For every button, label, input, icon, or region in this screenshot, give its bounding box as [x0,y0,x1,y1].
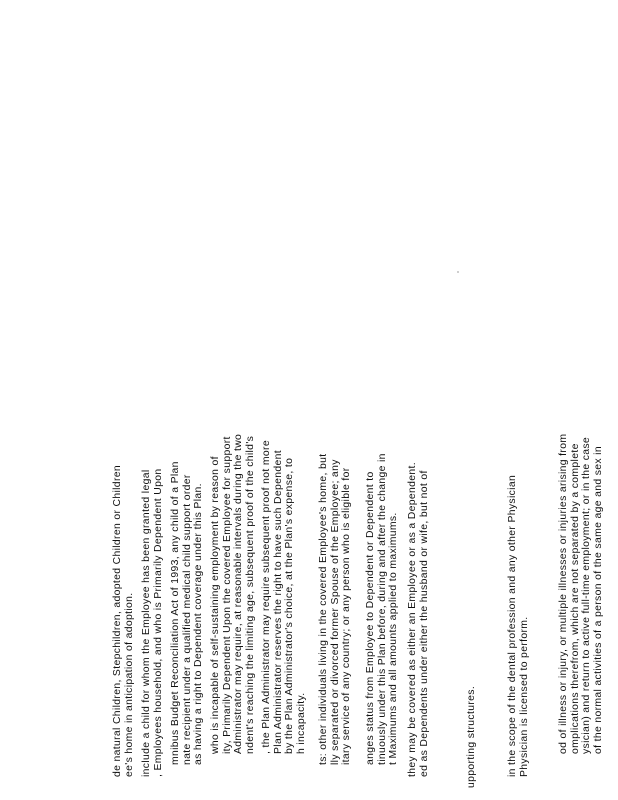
text-line: in the scope of the dental profession and any other Physician [507,474,518,777]
paragraph-period-of-illness [558,254,604,754]
paragraph-subsequent-proof [261,254,307,754]
text-line: h incapacity. [295,692,307,754]
text-line: they may be covered as either an Employee or as a Dependent. [407,461,418,777]
text-line: omplications therefrom, which are not separated by a complete [569,442,581,754]
text-line: ee's home in anticipation of adoption. [123,592,135,777]
text-line: Plan Administrator reserves the right to have such Dependent [272,449,284,754]
text-line: od of illness or injury, or multiple illnesses or injuries arising from [558,433,569,754]
text-line: Administrator may require, at reasonable intervals during the two [233,433,245,754]
text-line: ts: other individuals living in the covered Employee's home, but [318,453,329,766]
text-line: anges status from Employee to Dependent or Dependent to [365,471,376,766]
text-line: of the normal activities of a person of the same age and sex in [592,445,604,754]
paragraph-excluded-dependents [318,265,353,765]
text-line: as having a right to Dependent coverage under this Plan. [193,483,205,766]
text-line: mnibus Budget Reconciliation Act of 1993, any child of a Plan [170,461,181,766]
text-line: lly separated or divorced former Spouse of the Employee; any [329,459,341,766]
paragraph-omnibus-budget-act [170,265,205,765]
text-line: by the Plan Administrator's choice, at the Plan's expense, to [284,457,296,754]
scan-speck [457,271,459,273]
text-line: ndent's reaching the limiting age, subsequent proof of the child's [244,435,256,754]
paragraph-natural-children [112,277,135,777]
text-line: ysician) and return to active full-time employment; or in the case [581,436,593,754]
paragraph-status-change [365,265,400,765]
text-line: t Maximums and all amounts applied to maximums. [388,512,400,766]
text-line: , the Plan Administrator may require subsequent proof not more [261,439,272,754]
text-line: Physician is licensed to perform. [518,616,530,777]
paragraph-legal-guardianship [141,277,164,777]
text-line: , Employees household, and who is Primarily Dependent Upon [152,468,164,777]
text-line: include a child for whom the Employee has been granted legal [141,469,152,777]
text-line: ity, Primarily Dependent Upon the covered Employee for support [221,435,233,754]
text-line: ed as Dependents under either the husband or wife, but not of [418,470,430,777]
text-line: itary service of any country; or any person who is eligible for [341,467,353,766]
text-line: who is incapable of self-sustaining employment by reason of [210,455,221,754]
text-line: nate recipient under a qualified medical child support order [181,474,193,766]
paragraph-incapable-child [210,254,256,754]
text-line: tinuously under this Plan before, during and after the change in [376,453,388,766]
paragraph-dual-coverage [407,277,430,777]
paragraph-supporting-structures [466,288,478,788]
paragraph-dental-physician [507,277,530,777]
text-line: de natural Children, Stepchildren, adopted Children or Children [112,464,123,777]
text-line: upporting structures. [466,686,477,789]
